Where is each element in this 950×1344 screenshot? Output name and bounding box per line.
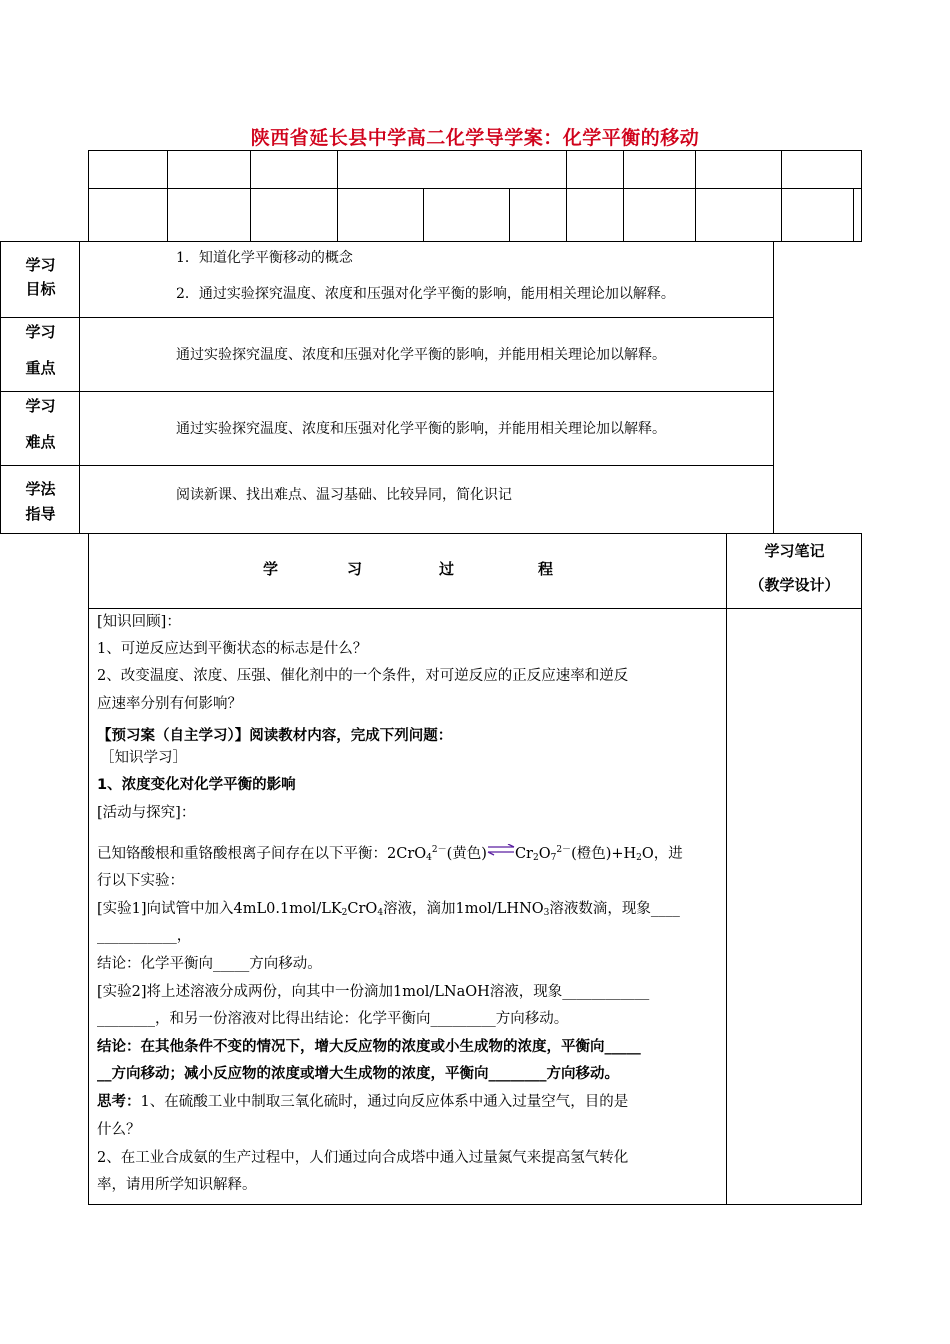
row-label [1, 318, 80, 391]
row-label-bottom: 指导 [25, 505, 56, 523]
review-question-2a: 2、改变温度、浓度、压强、催化剂中的一个条件，对可逆反应的正反应速率和逆反 [97, 668, 629, 684]
eq-text: O，进 [641, 846, 683, 862]
eq-text: 已知铬酸根和重铬酸根离子间存在以下平衡：2CrO [97, 846, 427, 862]
row-label-bottom: 难点 [25, 433, 56, 451]
method-text: 阅读新课、找出难点、温习基础、比较异同，简化识记 [176, 487, 512, 503]
process-char-4: 程 [538, 560, 554, 578]
blank-cell [250, 150, 337, 189]
review-title: [知识回顾]： [97, 614, 181, 630]
info-row-objectives [0, 241, 774, 318]
blank-cell [167, 188, 250, 242]
think-text: 1、在硫酸工业中制取三氧化硫时，通过向反应体系中通入过量空气，目的是 [140, 1094, 629, 1110]
exp1-text: CrO [347, 901, 378, 917]
blank-cell [337, 150, 566, 189]
eq-text: (橙色)+H [571, 846, 637, 862]
blank-cell [250, 188, 337, 242]
notes-subtitle: （教学设计） [749, 576, 840, 594]
equilibrium-line-2: 行以下实验： [97, 873, 184, 889]
blank-cell [566, 188, 623, 242]
think-line-2a: 2、在工业合成氨的生产过程中，人们通过向合成塔中通入过量氮气来提高氢气转化 [97, 1150, 629, 1166]
eq-text: Cr [514, 846, 533, 862]
row-label-bottom: 重点 [25, 359, 56, 377]
blank-cell [781, 188, 853, 242]
process-header [88, 533, 862, 609]
exp1-sub: 2 [341, 908, 348, 918]
row-label [1, 392, 80, 465]
row-label [1, 466, 80, 533]
exp1-text: 溶液数滴，现象____ [549, 901, 680, 917]
exp1-sub: 3 [543, 908, 550, 918]
eq-sup: 2－ [431, 845, 447, 855]
blank-cell [623, 188, 695, 242]
preview-heading: 【预习案（自主学习）】阅读教材内容，完成下列问题： [97, 728, 453, 744]
exp1-text: 溶液，滴加1mol/LHNO [383, 901, 544, 917]
row-label-top: 学习 [25, 397, 56, 415]
blank-header-row-1 [88, 150, 862, 189]
blank-header-row-2 [88, 188, 862, 242]
page-title: 陕西省延长县中学高二化学导学案：化学平衡的移动 [250, 127, 700, 149]
key-points-text: 通过实验探究温度、浓度和压强对化学平衡的影响，并能用相关理论加以解释。 [176, 347, 666, 363]
blank-cell [623, 150, 695, 189]
blank-cell [781, 150, 862, 189]
eq-sup: 2－ [556, 845, 572, 855]
experiment-2-line-1: [实验2]将上述溶液分成两份，向其中一份滴加1mol/LNaOH溶液，现象____________ [97, 984, 650, 1000]
knowledge-heading: ［知识学习］ [100, 750, 187, 766]
row-label-bottom: 目标 [25, 280, 56, 298]
blank-cell [509, 188, 566, 242]
review-question-2b: 应速率分别有何影响？ [97, 696, 242, 712]
blank-cell [88, 150, 167, 189]
think-line-1a [97, 1090, 628, 1111]
section-heading-1: 1、浓度变化对化学平衡的影响 [97, 777, 296, 793]
equilibrium-line [97, 842, 683, 863]
blank-cell [566, 150, 623, 189]
conclusion-1: 结论：化学平衡向_____方向移动。 [97, 956, 322, 972]
blank-cell [423, 188, 509, 242]
notes-title: 学习笔记 [764, 542, 825, 560]
activity-heading: [活动与探究]： [97, 805, 196, 821]
eq-sub: 4 [426, 853, 432, 863]
blank-cell [337, 188, 423, 242]
process-char-2: 习 [347, 560, 363, 578]
blank-cell [167, 150, 250, 189]
blank-cell [695, 150, 781, 189]
row-label-top: 学法 [25, 480, 56, 498]
eq-text: (黄色) [446, 846, 487, 862]
column-divider [726, 608, 727, 1204]
think-line-1b: 什么？ [97, 1122, 141, 1138]
objective-line-2: 2．通过实验探究温度、浓度和压强对化学平衡的影响，能用相关理论加以解释。 [176, 286, 675, 302]
eq-sub: 7 [550, 853, 557, 863]
conclusion-bold-2: __方向移动；减小反应物的浓度或增大生成物的浓度，平衡向________方向移动。 [97, 1066, 619, 1082]
row-label [1, 242, 80, 317]
review-question-1: 1、可逆反应达到平衡状态的标志是什么？ [97, 641, 368, 657]
row-label-top: 学习 [25, 323, 56, 341]
experiment-1-line-2: ___________， [97, 928, 192, 944]
experiment-1-line-1 [97, 897, 680, 918]
eq-text: O [538, 846, 551, 862]
process-char-3: 过 [439, 560, 455, 578]
exp1-text: [实验1]向试管中加入4mL0.1mol/LK [97, 901, 342, 917]
conclusion-bold-1: 结论：在其他条件不变的情况下，增大反应物的浓度或小生成物的浓度，平衡向_____ [97, 1039, 641, 1055]
eq-sub: 2 [532, 853, 539, 863]
blank-cell [853, 188, 862, 242]
difficulties-text: 通过实验探究温度、浓度和压强对化学平衡的影响，并能用相关理论加以解释。 [176, 421, 666, 437]
think-line-2b: 率，请用所学知识解释。 [97, 1177, 257, 1193]
process-char-1: 学 [263, 560, 279, 578]
think-label: 思考： [97, 1094, 141, 1110]
blank-cell [88, 188, 167, 242]
experiment-2-line-2: ________，和另一份溶液对比得出结论：化学平衡向_________方向移动。 [97, 1011, 569, 1027]
objective-line-1: 1．知道化学平衡移动的概念 [176, 250, 353, 266]
eq-sub: 2 [636, 853, 642, 863]
equilibrium-arrow-icon [487, 844, 515, 856]
row-label-top: 学习 [25, 256, 56, 274]
exp1-sub: 4 [377, 908, 384, 918]
blank-cell [695, 188, 781, 242]
